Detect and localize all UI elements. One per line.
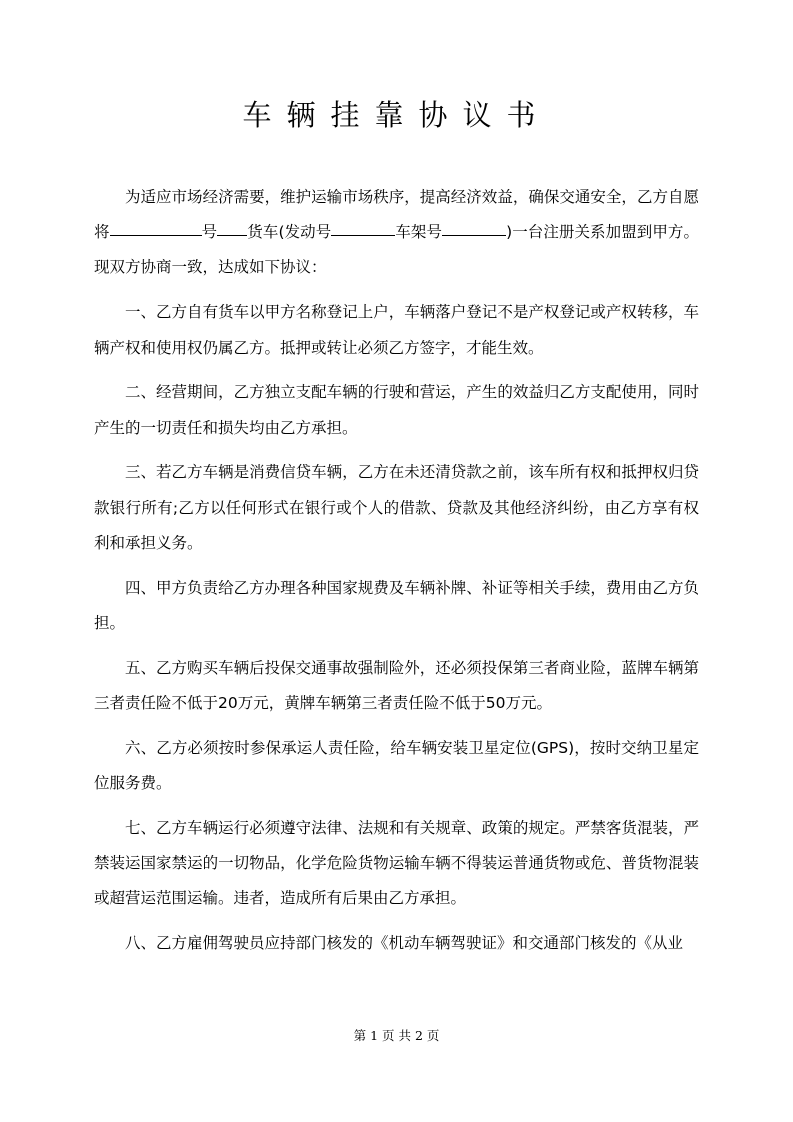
- engine-number-blank: [331, 234, 395, 236]
- intro-text-5: )一台注册关系加盟到甲方。现双方协商一致，达成如下协议：: [94, 223, 699, 277]
- clause-6: 六、乙方必须按时参保承运人责任险，给车辆安装卫星定位(GPS)，按时交纳卫星定位服务费。: [94, 738, 699, 793]
- intro-text-1: 为适应市场经济需要，维护运输市场秩序，提高经济效益，确保交通安全，乙方自愿将: [94, 188, 699, 242]
- document-body: [94, 180, 699, 962]
- frame-number-blank: [442, 234, 506, 236]
- clause-8: 八、乙方雇佣驾驶员应持部门核发的《机动车辆驾驶证》和交通部门核发的《从业: [125, 934, 684, 953]
- vehicle-type-blank: [217, 234, 247, 236]
- clause-3: 三、若乙方车辆是消费信贷车辆，乙方在未还清贷款之前，该车所有权和抵押权归贷款银行所有;乙方以任何形式在银行或个人的借款、贷款及其他经济纠纷，由乙方享有权利和承担义务。: [94, 463, 699, 552]
- plate-number-blank: [110, 234, 202, 236]
- intro-text-4: 车架号: [395, 223, 443, 242]
- clause-7: 七、乙方车辆运行必须遵守法律、法规和有关规章、政策的规定。严禁客货混装，严禁装运国家禁运的一切物品，化学危险货物运输车辆不得装运普通货物或危、普货物混装或超营运范围运输。违者，造成所有后果由乙方承担。: [94, 819, 699, 908]
- intro-text-3: 货车(发动号: [247, 223, 332, 242]
- page-number-footer: 第 1 页 共 2 页: [353, 1028, 440, 1043]
- clause-4: 四、甲方负责给乙方办理各种国家规费及车辆补牌、补证等相关手续，费用由乙方负担。: [94, 578, 699, 632]
- clause-1: 一、乙方自有货车以甲方名称登记上户，车辆落户登记不是产权登记或产权转移，车辆产权和使用权仍属乙方。抵押或转让必须乙方签字，才能生效。: [94, 303, 699, 357]
- document-title: 车辆挂靠协议书: [242, 98, 551, 132]
- intro-paragraph: [94, 180, 699, 286]
- clause-5: 五、乙方购买车辆后投保交通事故强制险外，还必须投保第三者商业险，蓝牌车辆第三者责任险不低于20万元，黄牌车辆第三者责任险不低于50万元。: [94, 658, 699, 713]
- intro-text-2: 号: [201, 223, 218, 242]
- clause-2: 二、经营期间，乙方独立支配车辆的行驶和营运，产生的效益归乙方支配使用，同时产生的一切责任和损失均由乙方承担。: [94, 383, 699, 437]
